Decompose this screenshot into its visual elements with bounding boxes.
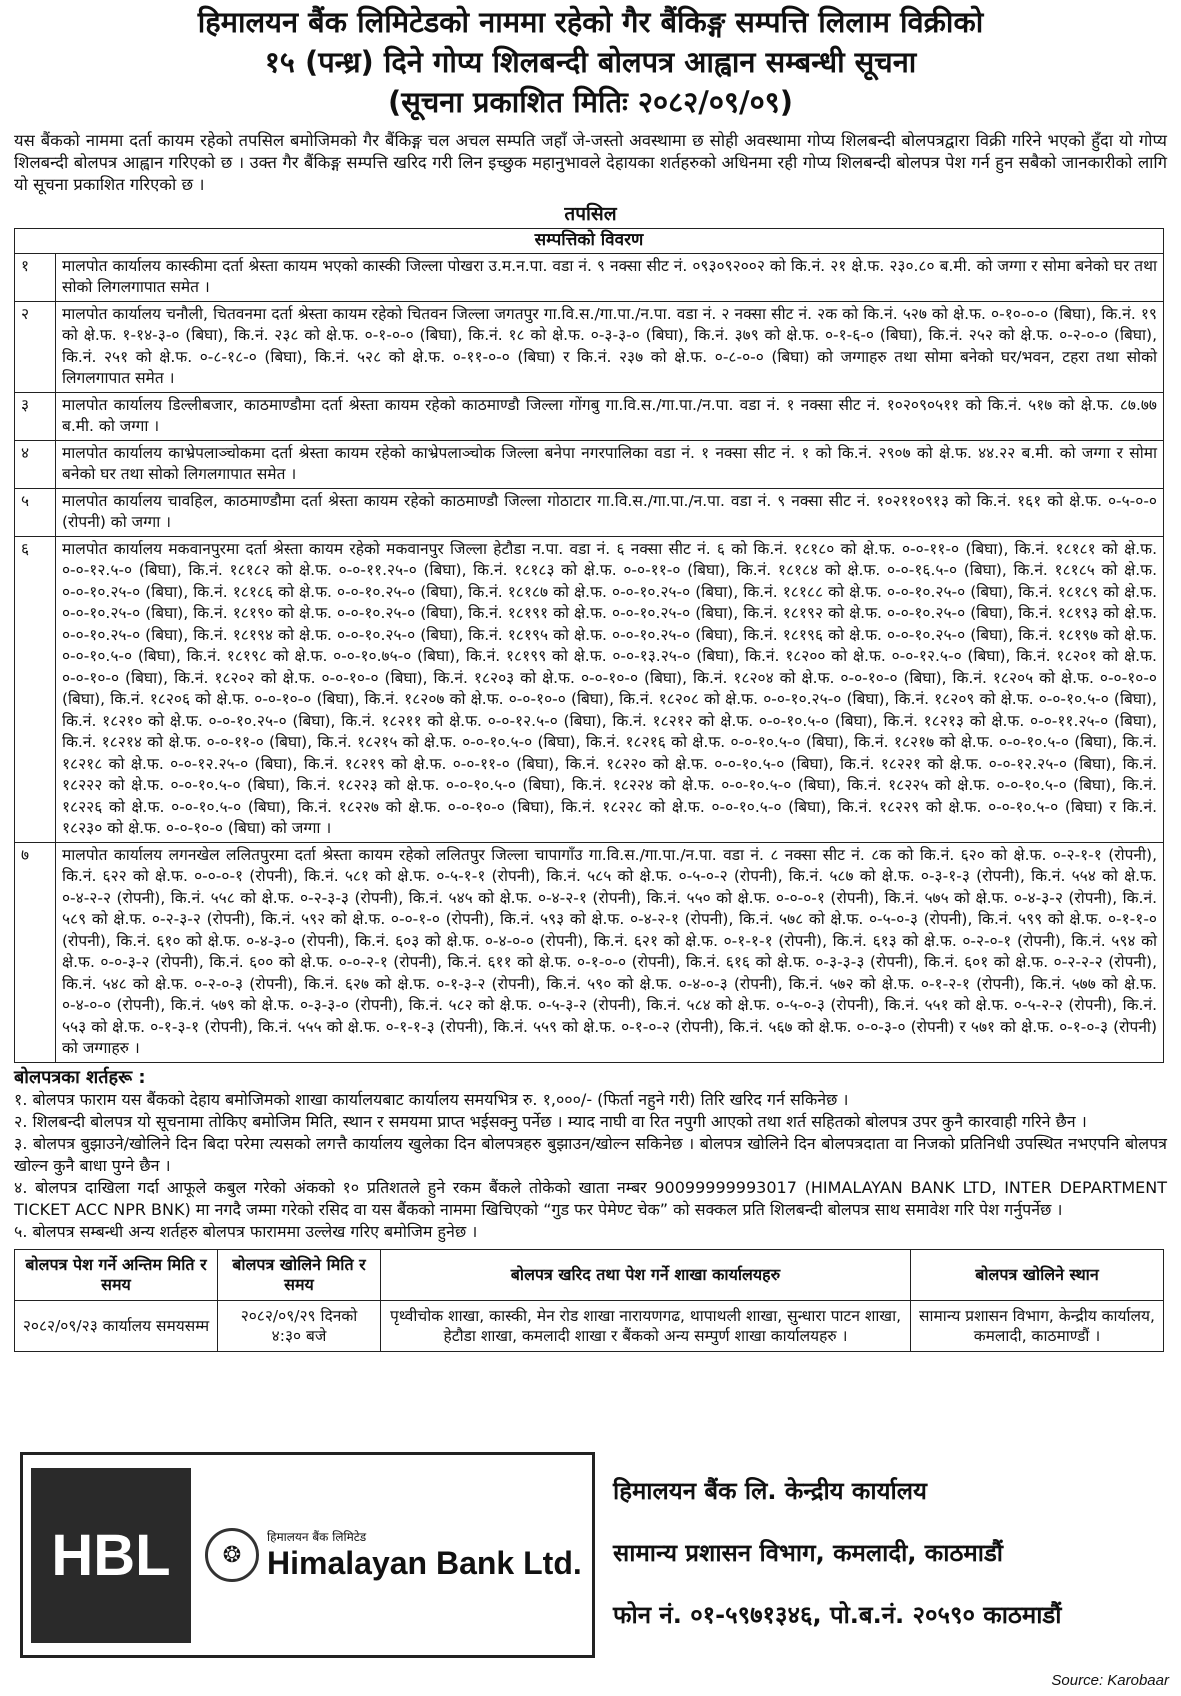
tapsil-heading: तपसिल (564, 203, 617, 225)
asset-description: मालपोत कार्यालय लगनखेल ललितपुरमा दर्ता श्रेस्ता कायम रहेको ललितपुर जिल्ला चापागाँउ गा.वि.स./गा.पा./न.पा. वडा नं. ८ नक्सा सीट नं. ८क को कि.नं. ६२० को क्षे.फ. ०-२-१-१ (रोपनी), कि.नं. ६२२ को क्षे.फ. ०-०-०-१ (रोपनी), कि.नं. ५८१ को क्षे.फ. ०-५-१-१ (रोपनी), कि.नं. ५८५ को क्षे.फ. ०-५-०-२ (रोपनी), कि.नं. ५८७ को क्षे.फ. ०-३-१-३ (रोपनी), कि.नं. ५५४ को क्षे.फ. ०-४-२-२ (रोपनी), कि.नं. ५५८ को क्षे.फ. ०-२-३-३ (रोपनी), कि.नं. ५४५ को क्षे.फ. ०-४-२-१ (रोपनी), कि.नं. ५५० को क्षे.फ. ०-०-०-१ (रोपनी), कि.नं. ५७५ को क्षे.फ. ०-४-३-२ (रोपनी), कि.नं. ५८९ को क्षे.फ. ०-२-३-२ (रोपनी), कि.नं. ५९२ को क्षे.फ. ०-०-१-० (रोपनी), कि.नं. ५९३ को क्षे.फ. ०-४-२-१ (रोपनी), कि.नं. ५७८ को क्षे.फ. ०-५-०-३ (रोपनी), कि.नं. ५९९ को क्षे.फ. ०-१-१-० (रोपनी), कि.नं. ६१० को क्षे.फ. ०-४-३-० (रोपनी), कि.नं. ६०३ को क्षे.फ. ०-४-०-० (रोपनी), कि.नं. ६२१ को क्षे.फ. ०-१-१-१ (रोपनी), कि.नं. ६१३ को क्षे.फ. ०-२-०-१ (रोपनी), कि.नं. ५९४ को क्षे.फ. ०-०-३-२ (रोपनी), कि.नं. ६०० को क्षे.फ. ०-०-२-१ (रोपनी), कि.नं. ६११ को क्षे.फ. ०-१-०-० (रोपनी), कि.नं. ६१६ को क्षे.फ. ०-३-३-३ (रोपनी), कि.नं. ६०१ को क्षे.फ. ०-२-२-२ (रोपनी), कि.नं. ५४८ को क्षे.फ. ०-२-०-३ (रोपनी), कि.नं. ६२७ को क्षे.फ. ०-१-३-२ (रोपनी), कि.नं. ५९० को क्षे.फ. ०-४-०-३ (रोपनी), कि.नं. ५७२ को क्षे.फ. ०-१-२-१ (रोपनी), कि.नं. ५७७ को क्षे.फ. ०-४-०-० (रोपनी), कि.नं. ५७९ को क्षे.फ. ०-३-३-० (रोपनी), कि.नं. ५८२ को क्षे.फ. ०-५-३-२ (रोपनी), कि.नं. ५८४ को क्षे.फ. ०-५-०-३ (रोपनी), कि.नं. ५५१ को क्षे.फ. ०-५-२-२ (रोपनी), कि.नं. ५५३ को क्षे.फ. ०-१-३-१ (रोपनी), कि.नं. ५५५ को क्षे.फ. ०-१-१-३ (रोपनी), कि.नं. ५५९ को क्षे.फ. ०-१-०-२ (रोपनी), कि.नं. ५६७ को क्षे.फ. ०-०-३-० (रोपनी) र ५७१ को क्षे.फ. ०-१-०-३ (रोपनी) को जग्गाहरु । (56, 842, 1164, 1062)
assets-table (14, 228, 1164, 1063)
intro-paragraph: यस बैंकको नाममा दर्ता कायम रहेको तपसिल बमोजिमको गैर बैंकिङ्ग चल अचल सम्पति जहाँ जे-जस्तो अवस्थामा छ सोही अवस्थामा गोप्य शिलबन्दी बोलपत्रद्वारा विक्री गरिने भएको हुँदा यो गोप्य शिलबन्दी बोलपत्र आह्वान गरिएको छ । उक्त गैर बैंकिङ्ग सम्पत्ति खरिद गरी लिन इच्छुक महानुभावले देहायका शर्तहरुको अधिनमा रही गोप्य शिलबन्दी बोलपत्र पेश गर्न हुन सबैको जानकारीको लागि यो सूचना प्रकाशित गरिएको छ । (14, 131, 1167, 194)
bank-logo (20, 1452, 595, 1658)
asset-serial: २ (15, 301, 56, 392)
asset-row (15, 488, 1164, 536)
logo-name-english: Himalayan Bank Ltd. (267, 1545, 582, 1581)
hbl-logo-mark: HBL (31, 1468, 191, 1643)
schedule-cell: पृथ्वीचोक शाखा, कास्की, मेन रोड शाखा नारायणगढ, थापाथली शाखा, सुन्धारा पाटन शाखा, हेटौडा शाखा, कमलादी शाखा र बैंकको अन्य सम्पुर्ण शाखा कार्यालयहरु । (381, 1300, 911, 1351)
asset-description: मालपोत कार्यालय चनौली, चितवनमा दर्ता श्रेस्ता कायम रहेको चितवन जिल्ला जगतपुर गा.वि.स./गा.पा./न.पा. वडा नं. २ नक्सा सीट नं. २क को कि.नं. ५२७ को क्षे.फ. ०-१०-०-० (बिघा), कि.नं. १९ को क्षे.फ. १-१४-३-० (बिघा), कि.नं. २३८ को क्षे.फ. ०-१-०-० (बिघा), कि.नं. १८ को क्षे.फ. ०-३-३-० (बिघा), कि.नं. ३७९ को क्षे.फ. ०-१-६-० (बिघा), कि.नं. २५२ को क्षे.फ. ०-२-०-० (बिघा), कि.नं. २५१ को क्षे.फ. ०-८-१८-० (बिघा), कि.नं. ५२८ को क्षे.फ. ०-११-०-० (बिघा) र कि.नं. २३७ को क्षे.फ. ०-८-०-० (बिघा) को जग्गाहरु तथा सोमा बनेको घर/भवन, टहरा तथा सोको लिगलगापात समेत । (56, 301, 1164, 392)
bank-address (613, 1452, 1062, 1662)
conditions-section (14, 1067, 1167, 1243)
address-line: फोन नं. ०१-५९७१३४६, पो.ब.नं. २०५९० काठमाडौं (613, 1601, 1062, 1629)
condition-item: १. बोलपत्र फाराम यस बैंकको देहाय बमोजिमको शाखा कार्यालयबाट कार्यालय समयभित्र रु. १,०००/- (फिर्ता नहुने गरी) तिरि खरिद गर्न सकिनेछ । (14, 1089, 849, 1109)
schedule-header: बोलपत्र खोलिने स्थान (911, 1249, 1164, 1300)
address-line: हिमालयन बैंक लि. केन्द्रीय कार्यालय (613, 1477, 927, 1505)
asset-row (15, 253, 1164, 301)
asset-description: मालपोत कार्यालय मकवानपुरमा दर्ता श्रेस्ता कायम रहेको मकवानपुर जिल्ला हेटौडा न.पा. वडा नं. ६ नक्सा सीट नं. ६ को कि.नं. १८१८० को क्षे.फ. ०-०-११-० (बिघा), कि.नं. १८१८१ को क्षे.फ. ०-०-१२.५-० (बिघा), कि.नं. १८१८२ को क्षे.फ. ०-०-११.२५-० (बिघा), कि.नं. १८१८३ को क्षे.फ. ०-०-११-० (बिघा), कि.नं. १८१८४ को क्षे.फ. ०-०-१६.५-० (बिघा), कि.नं. १८१८५ को क्षे.फ. ०-०-१०.२५-० (बिघा), कि.नं. १८१८६ को क्षे.फ. ०-०-१०.२५-० (बिघा), कि.नं. १८१८७ को क्षे.फ. ०-०-१०.२५-० (बिघा), कि.नं. १८१८८ को क्षे.फ. ०-०-१०.२५-० (बिघा), कि.नं. १८१८९ को क्षे.फ. ०-०-१०.२५-० (बिघा), कि.नं. १८१९० को क्षे.फ. ०-०-१०.२५-० (बिघा), कि.नं. १८१९१ को क्षे.फ. ०-०-१०.२५-० (बिघा), कि.नं. १८१९२ को क्षे.फ. ०-०-१०.२५-० (बिघा), कि.नं. १८१९३ को क्षे.फ. ०-०-१०.२५-० (बिघा), कि.नं. १८१९४ को क्षे.फ. ०-०-१०.२५-० (बिघा), कि.नं. १८१९५ को क्षे.फ. ०-०-१०.२५-० (बिघा), कि.नं. १८१९६ को क्षे.फ. ०-०-१०.२५-० (बिघा), कि.नं. १८१९७ को क्षे.फ. ०-०-१०.५-० (बिघा), कि.नं. १८१९८ को क्षे.फ. ०-०-१०.७५-० (बिघा), कि.नं. १८१९९ को क्षे.फ. ०-०-१३.२५-० (बिघा), कि.नं. १८२०० को क्षे.फ. ०-०-१२.५-० (बिघा), कि.नं. १८२०१ को क्षे.फ. ०-०-१०-० (बिघा), कि.नं. १८२०२ को क्षे.फ. ०-०-१०-० (बिघा), कि.नं. १८२०३ को क्षे.फ. ०-०-१०-० (बिघा), कि.नं. १८२०४ को क्षे.फ. ०-०-१०-० (बिघा), कि.नं. १८२०५ को क्षे.फ. ०-०-१०-० (बिघा), कि.नं. १८२०६ को क्षे.फ. ०-०-१०-० (बिघा), कि.नं. १८२०७ को क्षे.फ. ०-०-१०-० (बिघा), कि.नं. १८२०८ को क्षे.फ. ०-०-१०.२५-० (बिघा), कि.नं. १८२०९ को क्षे.फ. ०-०-१०.५-० (बिघा), कि.नं. १८२१० को क्षे.फ. ०-०-१०.२५-० (बिघा), कि.नं. १८२११ को क्षे.फ. ०-०-१२.५-० (बिघा), कि.नं. १८२१२ को क्षे.फ. ०-०-१०.५-० (बिघा), कि.नं. १८२१३ को क्षे.फ. ०-०-११.२५-० (बिघा), कि.नं. १८२१४ को क्षे.फ. ०-०-११-० (बिघा), कि.नं. १८२१५ को क्षे.फ. ०-०-१०.५-० (बिघा), कि.नं. १८२१६ को क्षे.फ. ०-०-१०.५-० (बिघा), कि.नं. १८२१७ को क्षे.फ. ०-०-१०.५-० (बिघा), कि.नं. १८२१८ को क्षे.फ. ०-०-१२.२५-० (बिघा), कि.नं. १८२१९ को क्षे.फ. ०-०-११-० (बिघा), कि.नं. १८२२० को क्षे.फ. ०-०-१०.५-० (बिघा), कि.नं. १८२२१ को क्षे.फ. ०-०-१२.२५-० (बिघा), कि.नं. १८२२२ को क्षे.फ. ०-०-१०.५-० (बिघा), कि.नं. १८२२३ को क्षे.फ. ०-०-१०.५-० (बिघा), कि.नं. १८२२४ को क्षे.फ. ०-०-१०.५-० (बिघा), कि.नं. १८२२५ को क्षे.फ. ०-०-१०.५-० (बिघा), कि.नं. १८२२६ को क्षे.फ. ०-०-१०.५-० (बिघा), कि.नं. १८२२७ को क्षे.फ. ०-०-१०-० (बिघा), कि.नं. १८२२८ को क्षे.फ. ०-०-१०.५-० (बिघा), कि.नं. १८२२९ को क्षे.फ. ०-०-१०.५-० (बिघा) र कि.नं. १८२३० को क्षे.फ. ०-०-१०-० (बिघा) को जग्गा । (56, 536, 1164, 842)
condition-item: ३. बोलपत्र बुझाउने/खोलिने दिन बिदा परेमा त्यसको लगत्तै कार्यालय खुलेका दिन बोलपत्रहरु बुझाउन/खोल्न सकिनेछ । बोलपत्र खोलिने दिन बोलपत्रदाता वा निजको प्रतिनिधी उपस्थित नभएपनि बोलपत्र खोल्न कुनै बाधा पुग्ने छैन । (14, 1133, 1167, 1175)
notice-title (0, 0, 1181, 122)
address-line: सामान्य प्रशासन विभाग, कमलादी, काठमाडौं (613, 1539, 1004, 1567)
schedule-header: बोलपत्र खोलिने मिति र समय (218, 1249, 381, 1300)
asset-description: मालपोत कार्यालय चावहिल, काठमाण्डौमा दर्ता श्रेस्ता कायम रहेको काठमाण्डौ जिल्ला गोठाटार गा.वि.स./गा.पा./न.पा. वडा नं. ९ नक्सा सीट नं. १०२११०९१३ को कि.नं. १६१ को क्षे.फ. ०-५-०-० (रोपनी) को जग्गा । (56, 488, 1164, 536)
footer (20, 1452, 1166, 1662)
schedule-table (14, 1249, 1164, 1352)
condition-item: ५. बोलपत्र सम्बन्धी अन्य शर्तहरु बोलपत्र फाराममा उल्लेख गरिए बमोजिम हुनेछ । (14, 1221, 478, 1241)
asset-description: मालपोत कार्यालय डिल्लीबजार, काठमाण्डौमा दर्ता श्रेस्ता कायम रहेको काठमाण्डौ जिल्ला गोंगबु गा.वि.स./गा.पा./न.पा. वडा नं. १ नक्सा सीट नं. १०२०९०५११ को कि.नं. ५१७ को क्षे.फ. ८७.७७ ब.मी. को जग्गा । (56, 392, 1164, 440)
condition-item: ४. बोलपत्र दाखिला गर्दा आफूले कबुल गरेको अंकको १० प्रतिशतले हुने रकम बैंकले तोकेको खाता नम्बर 90099999993017 (HIMALAYAN BANK LTD, INTER DEPARTMENT TICKET ACC NPR BNK) मा नगदै जम्मा गरेको रसिद वा यस बैंकको नाममा खिचिएको “गुड फर पेमेण्ट चेक” को सक्कल प्रति शिलबन्दी बोलपत्र साथ समावेश गरि पेश गर्नुपर्नेछ । (14, 1177, 1167, 1219)
title-line-3: (सूचना प्रकाशित मितिः २०८२/०९/०९) (387, 85, 794, 119)
asset-serial: ३ (15, 392, 56, 440)
asset-serial: ४ (15, 440, 56, 488)
schedule-cell: २०८२/०९/२९ दिनको ४:३० बजे (218, 1300, 381, 1351)
condition-item: २. शिलबन्दी बोलपत्र यो सूचनामा तोकिए बमोजिम मिति, स्थान र समयमा प्राप्त भईसक्नु पर्नेछ । म्याद नाघी वा रित नपुगी आएको तथा शर्त सहितको बोलपत्र उपर कुनै कारवाही गरिने छैन । (14, 1111, 1087, 1131)
bank-emblem-icon: ❂ (205, 1528, 259, 1582)
logo-name-nepali: हिमालयन बैंक लिमिटेड (267, 1530, 367, 1544)
asset-row (15, 301, 1164, 392)
asset-serial: १ (15, 253, 56, 301)
conditions-title: बोलपत्रका शर्तहरू : (14, 1066, 146, 1088)
schedule-cell: सामान्य प्रशासन विभाग, केन्द्रीय कार्यालय, कमलादी, काठमाण्डौं । (911, 1300, 1164, 1351)
title-line-1: हिमालयन बैंक लिमिटेडको नाममा रहेको गैर बैंकिङ्ग सम्पत्ति लिलाम विक्रीको (197, 5, 984, 39)
asset-serial: ७ (15, 842, 56, 1062)
asset-row (15, 536, 1164, 842)
assets-table-header: सम्पत्तिको विवरण (15, 229, 1164, 254)
title-line-2: १५ (पन्ध्र) दिने गोप्य शिलबन्दी बोलपत्र आह्वान सम्बन्धी सूचना (264, 45, 917, 79)
asset-serial: ५ (15, 488, 56, 536)
schedule-header: बोलपत्र खरिद तथा पेश गर्ने शाखा कार्यालयहरु (381, 1249, 911, 1300)
source-credit: Source: Karobaar (1051, 1672, 1169, 1689)
asset-description: मालपोत कार्यालय कास्कीमा दर्ता श्रेस्ता कायम भएको कास्की जिल्ला पोखरा उ.म.न.पा. वडा नं. ९ नक्सा सीट नं. ०९३०९२००२ को कि.नं. २१ क्षे.फ. २३०.८० ब.मी. को जग्गा र सोमा बनेको घर तथा सोको लिगलगापात समेत । (56, 253, 1164, 301)
asset-description: मालपोत कार्यालय काभ्रेपलाञ्चोकमा दर्ता श्रेस्ता कायम रहेको काभ्रेपलाञ्चोक जिल्ला बनेपा नगरपालिका वडा नं. १ नक्सा सीट नं. १ को कि.नं. २९०७ को क्षे.फ. ४४.२२ ब.मी. को जग्गा र सोमा बनेको घर तथा सोको लिगलगापात समेत । (56, 440, 1164, 488)
asset-row (15, 392, 1164, 440)
asset-serial: ६ (15, 536, 56, 842)
schedule-cell: २०८२/०९/२३ कार्यालय समयसम्म (15, 1300, 218, 1351)
schedule-header: बोलपत्र पेश गर्ने अन्तिम मिति र समय (15, 1249, 218, 1300)
asset-row (15, 440, 1164, 488)
asset-row (15, 842, 1164, 1062)
